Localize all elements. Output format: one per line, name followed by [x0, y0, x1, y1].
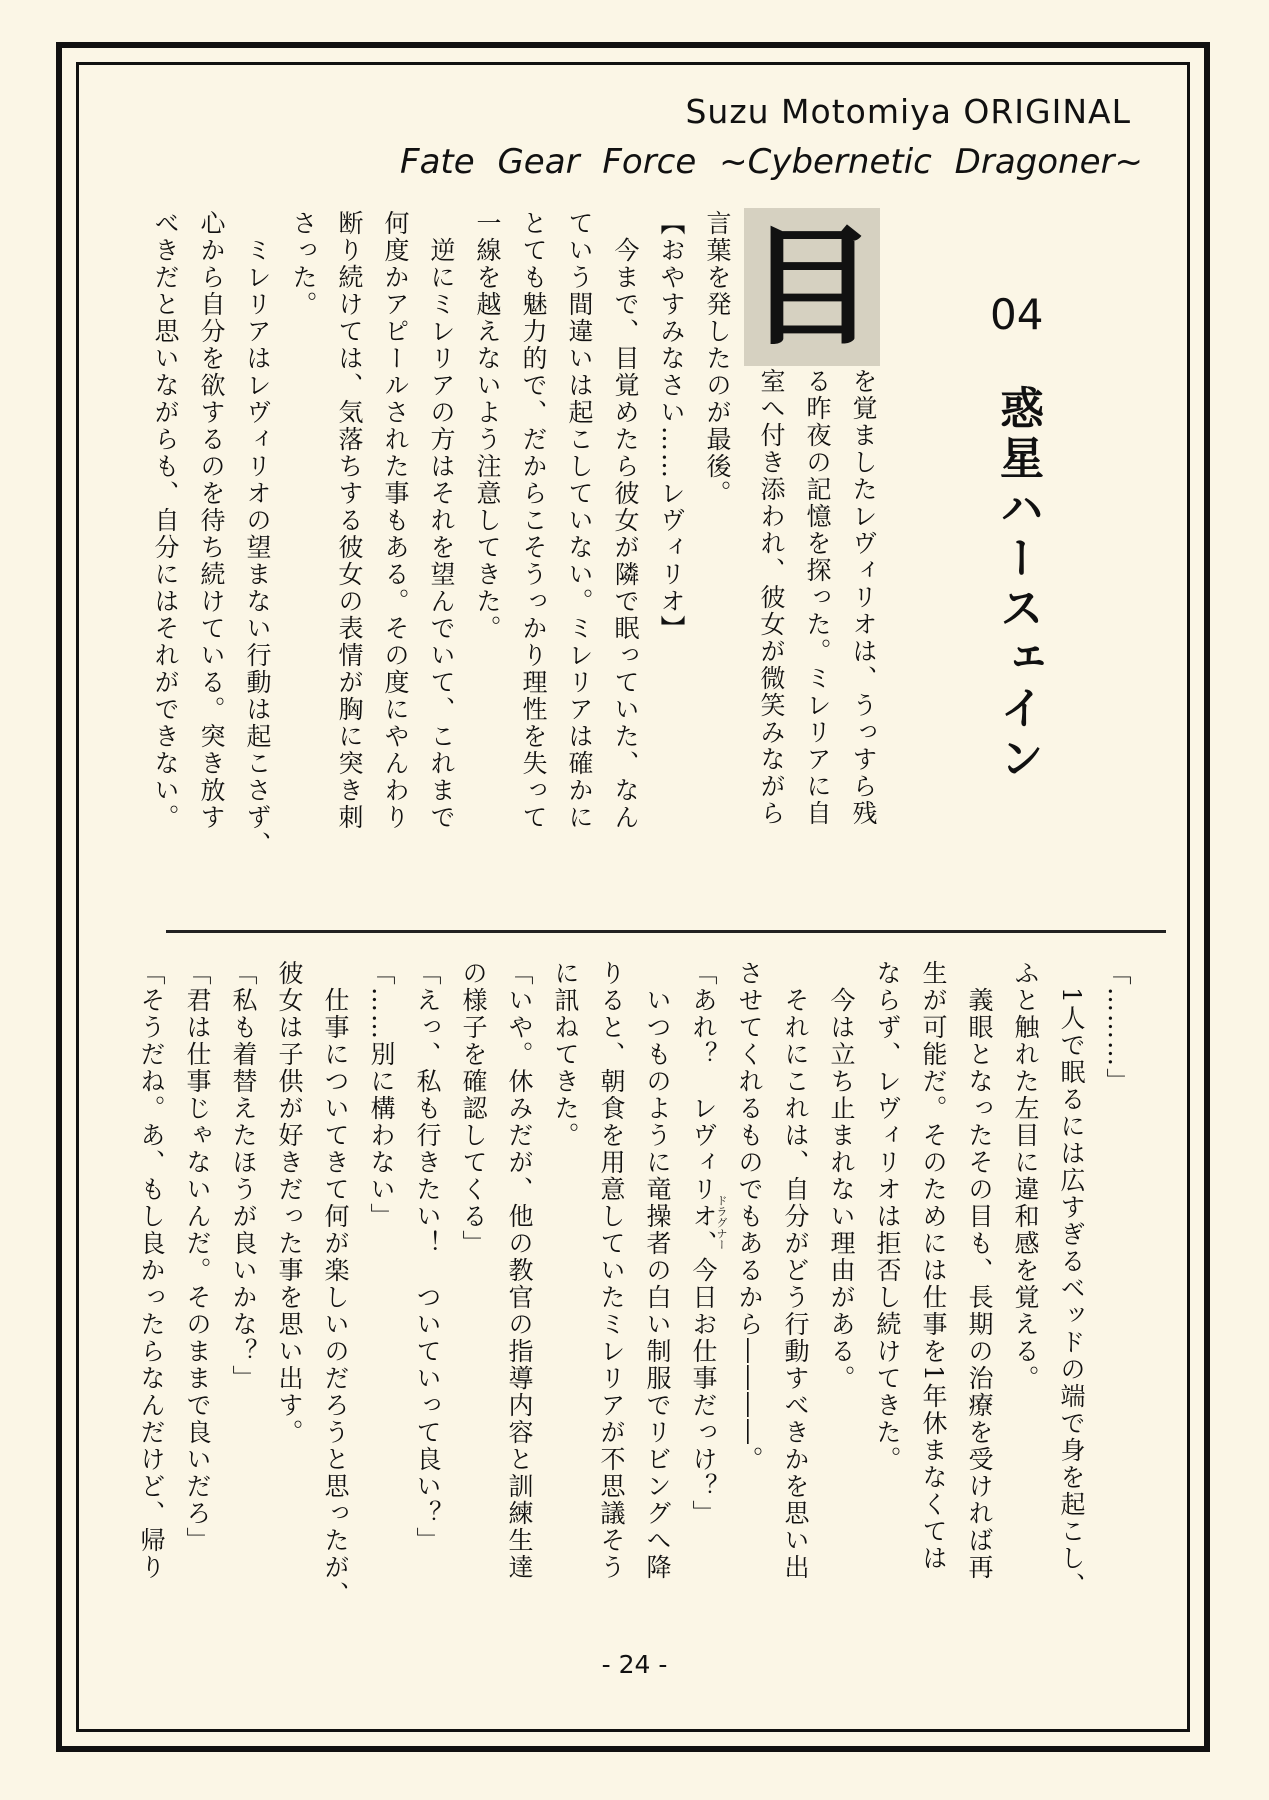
text-line: 生が可能だ。そのためには仕事を1年休まなくては — [919, 960, 948, 1572]
text-line: 室へ付き添われ、彼女が微笑みながら — [757, 368, 786, 827]
page-number: - 24 - — [601, 1650, 668, 1679]
text-line: ミレリアはレヴィリオの望まない行動は起こさず、 — [243, 210, 272, 858]
text-line: さった。 — [289, 210, 318, 318]
text-line: いつものように竜操者の白い制服でリビングへ降 — [643, 960, 672, 1581]
text-line: 一線を越えないよう注意してきた。 — [473, 210, 502, 642]
text-line: 言葉を発したのが最後。 — [703, 210, 732, 507]
author-credit: Suzu Motomiya ORIGINAL — [685, 92, 1131, 131]
text-line: 逆にミレリアの方はそれを望んでいて、これまで — [427, 210, 456, 831]
text-line: 今は立ち止まれない理由がある。 — [827, 960, 856, 1392]
text-line: ならず、レヴィリオは拒否し続けてきた。 — [873, 960, 902, 1473]
text-line: 「あれ？ レヴィリオ、今日お仕事だっけ？」 — [689, 960, 718, 1527]
text-line: ていう間違いは起こしていない。ミレリアは確かに — [565, 210, 594, 831]
text-line: 義眼となったその目も、長期の治療を受ければ再 — [965, 960, 994, 1581]
top-body-text — [140, 210, 740, 910]
section-divider — [166, 930, 1166, 933]
opening-paragraph — [748, 368, 886, 928]
text-line: 「………」 — [1103, 960, 1132, 1095]
text-line: 「いや。休みだが、他の教官の指導内容と訓練生達 — [505, 960, 534, 1581]
ruby-annotation: ドラグナー — [715, 1195, 728, 1250]
text-line: 心から自分を欲するのを待ち続けている。突き放す — [197, 210, 226, 831]
text-line: 今まで、目覚めたら彼女が隣で眠っていた、なん — [611, 210, 640, 831]
text-line: 「私も着替えたほうが良いかな？」 — [229, 960, 258, 1392]
text-line: ふと触れた左目に違和感を覚える。 — [1011, 960, 1040, 1392]
text-line: 「そうだね。あ、もし良かったらなんだけど、帰り — [137, 960, 166, 1581]
text-line: べきだと思いながらも、自分にはそれができない。 — [151, 210, 180, 831]
text-line: 1人で眠るには広すぎるベッドの端で身を起こし、 — [1057, 960, 1086, 1599]
chapter-title: 惑星ハースェイン — [992, 385, 1043, 785]
text-line: 「えっ、私も行きたい！ ついていって良い？」 — [413, 960, 442, 1554]
bottom-body-text — [137, 960, 1140, 1630]
series-title: Fate Gear Force ~Cybernetic Dragoner~ — [400, 142, 1143, 182]
text-line: それにこれは、自分がどう行動すべきかを思い出 — [781, 960, 810, 1581]
text-line: 【おやすみなさい……レヴィリオ】 — [657, 210, 686, 642]
text-line: 断り続けては、気落ちする彼女の表情が胸に突き刺 — [335, 210, 364, 831]
drop-cap: 目 — [744, 208, 880, 366]
text-line: の様子を確認してくる」 — [459, 960, 488, 1257]
text-line: 「……別に構わない」 — [367, 960, 396, 1230]
text-line: を覚ましたレヴィリオは、うっすら残 — [849, 368, 878, 827]
text-line: りると、朝食を用意していたミレリアが不思議そう — [597, 960, 626, 1581]
text-line: 「君は仕事じゃないんだ。そのままで良いだろ」 — [183, 960, 212, 1554]
chapter-number: 04 — [990, 290, 1044, 339]
text-line: とても魅力的で、だからこそうっかり理性を失って — [519, 210, 548, 831]
text-line: させてくれるものでもあるから――――。 — [735, 960, 764, 1473]
text-line: に訊ねてきた。 — [551, 960, 580, 1149]
text-line: る昨夜の記憶を探った。ミレリアに自 — [803, 368, 832, 827]
text-line: 何度かアピールされた事もある。その度にやんわり — [381, 210, 410, 831]
text-line: 仕事についてきて何が楽しいのだろうと思ったが、 — [321, 960, 350, 1608]
text-line: 彼女は子供が好きだった事を思い出す。 — [275, 960, 304, 1446]
